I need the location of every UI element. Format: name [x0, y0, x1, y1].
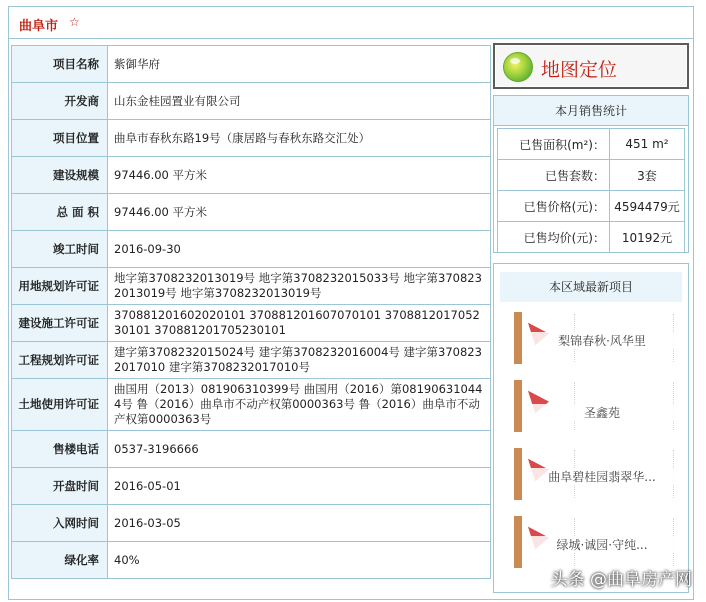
row-value: 2016-03-05: [108, 505, 491, 542]
table-row: [12, 194, 491, 231]
table-row: [498, 129, 685, 160]
table-row: [12, 120, 491, 157]
row-label: 售楼电话: [12, 431, 108, 468]
row-value: 40%: [108, 542, 491, 579]
thumbnail-edge: [514, 380, 522, 432]
thumbnail-edge: [514, 448, 522, 500]
table-row: [498, 222, 685, 253]
row-value: 97446.00 平方米: [108, 157, 491, 194]
monthly-sales-panel: [493, 95, 689, 253]
project-name-link[interactable]: 绿城·诚园·守纯...: [524, 536, 680, 553]
table-row: [12, 342, 491, 379]
thumbnail-edge: [514, 312, 522, 364]
row-label: 建设施工许可证: [12, 305, 108, 342]
row-label: 用地规划许可证: [12, 268, 108, 305]
row-label: 竣工时间: [12, 231, 108, 268]
project-card[interactable]: [514, 446, 682, 504]
project-card[interactable]: [514, 514, 682, 572]
row-label: 开发商: [12, 83, 108, 120]
latest-projects-panel: [493, 263, 689, 593]
row-value: 地字第3708232013019号 地字第3708232015033号 地字第3708232013019号 地字第3708232013019号: [108, 268, 491, 305]
row-label: 工程规划许可证: [12, 342, 108, 379]
project-card[interactable]: [514, 378, 682, 436]
row-label: 总 面 积: [12, 194, 108, 231]
latest-title: 本区域最新项目: [500, 272, 682, 302]
sales-title: 本月销售统计: [494, 96, 688, 126]
row-label: 项目位置: [12, 120, 108, 157]
table-row: [12, 305, 491, 342]
row-label: 土地使用许可证: [12, 379, 108, 431]
table-row: [12, 157, 491, 194]
row-value: 紫御华府: [108, 46, 491, 83]
sales-value: 451 m²: [610, 129, 685, 160]
project-name-link[interactable]: 梨锦春秋·风华里: [524, 332, 680, 349]
map-location-label: 地图定位: [541, 59, 618, 81]
sales-table: [497, 128, 685, 253]
project-detail-panel: [8, 6, 694, 600]
row-label: 建设规模: [12, 157, 108, 194]
watermark: 头条 @曲阜房产网: [550, 570, 692, 590]
table-row: [12, 431, 491, 468]
row-value: 山东金桂园置业有限公司: [108, 83, 491, 120]
globe-icon: [503, 52, 533, 82]
table-row: [12, 505, 491, 542]
project-card[interactable]: [514, 310, 682, 368]
table-row: [12, 542, 491, 579]
table-row: [12, 46, 491, 83]
table-row: [12, 468, 491, 505]
row-value: 2016-05-01: [108, 468, 491, 505]
row-label: 项目名称: [12, 46, 108, 83]
sales-label: 已售均价(元)：: [498, 222, 610, 253]
sales-label: 已售套数：: [498, 160, 610, 191]
title-bar: [9, 7, 693, 39]
row-label: 绿化率: [12, 542, 108, 579]
phone-value: 0537-3196666: [108, 431, 491, 468]
row-value: 370881201602020101 370881201607070101 370881201705230101 370881201705230101: [108, 305, 491, 342]
table-row: [12, 268, 491, 305]
table-row: [498, 160, 685, 191]
sales-label: 已售面积(m²)：: [498, 129, 610, 160]
sales-label: 已售价格(元)：: [498, 191, 610, 222]
sales-value: 4594479元: [610, 191, 685, 222]
project-name-link[interactable]: 圣鑫苑: [524, 404, 680, 421]
star-icon: ☆: [69, 15, 80, 29]
row-value: 曲国用（2013）081906310399号 曲国用（2016）第081906310444号 鲁（2016）曲阜市不动产权第0000363号 鲁（2016）曲阜市不动产权第0000363号: [108, 379, 491, 431]
table-row: [12, 231, 491, 268]
city-title[interactable]: 曲阜市: [19, 19, 59, 34]
row-value: 建字第3708232015024号 建字第3708232016004号 建字第3708232017010 建字第3708232017010号: [108, 342, 491, 379]
project-name-link[interactable]: 曲阜碧桂园翡翠华...: [524, 468, 680, 485]
row-value: 2016-09-30: [108, 231, 491, 268]
map-location-button[interactable]: [493, 43, 689, 89]
row-label: 入网时间: [12, 505, 108, 542]
table-row: [12, 379, 491, 431]
row-value: 97446.00 平方米: [108, 194, 491, 231]
thumbnail-edge: [514, 516, 522, 568]
row-value: 曲阜市春秋东路19号（康居路与春秋东路交汇处）: [108, 120, 491, 157]
row-label: 开盘时间: [12, 468, 108, 505]
sales-value: 3套: [610, 160, 685, 191]
project-info-table: [11, 45, 491, 579]
table-row: [12, 83, 491, 120]
sales-value: 10192元: [610, 222, 685, 253]
table-row: [498, 191, 685, 222]
